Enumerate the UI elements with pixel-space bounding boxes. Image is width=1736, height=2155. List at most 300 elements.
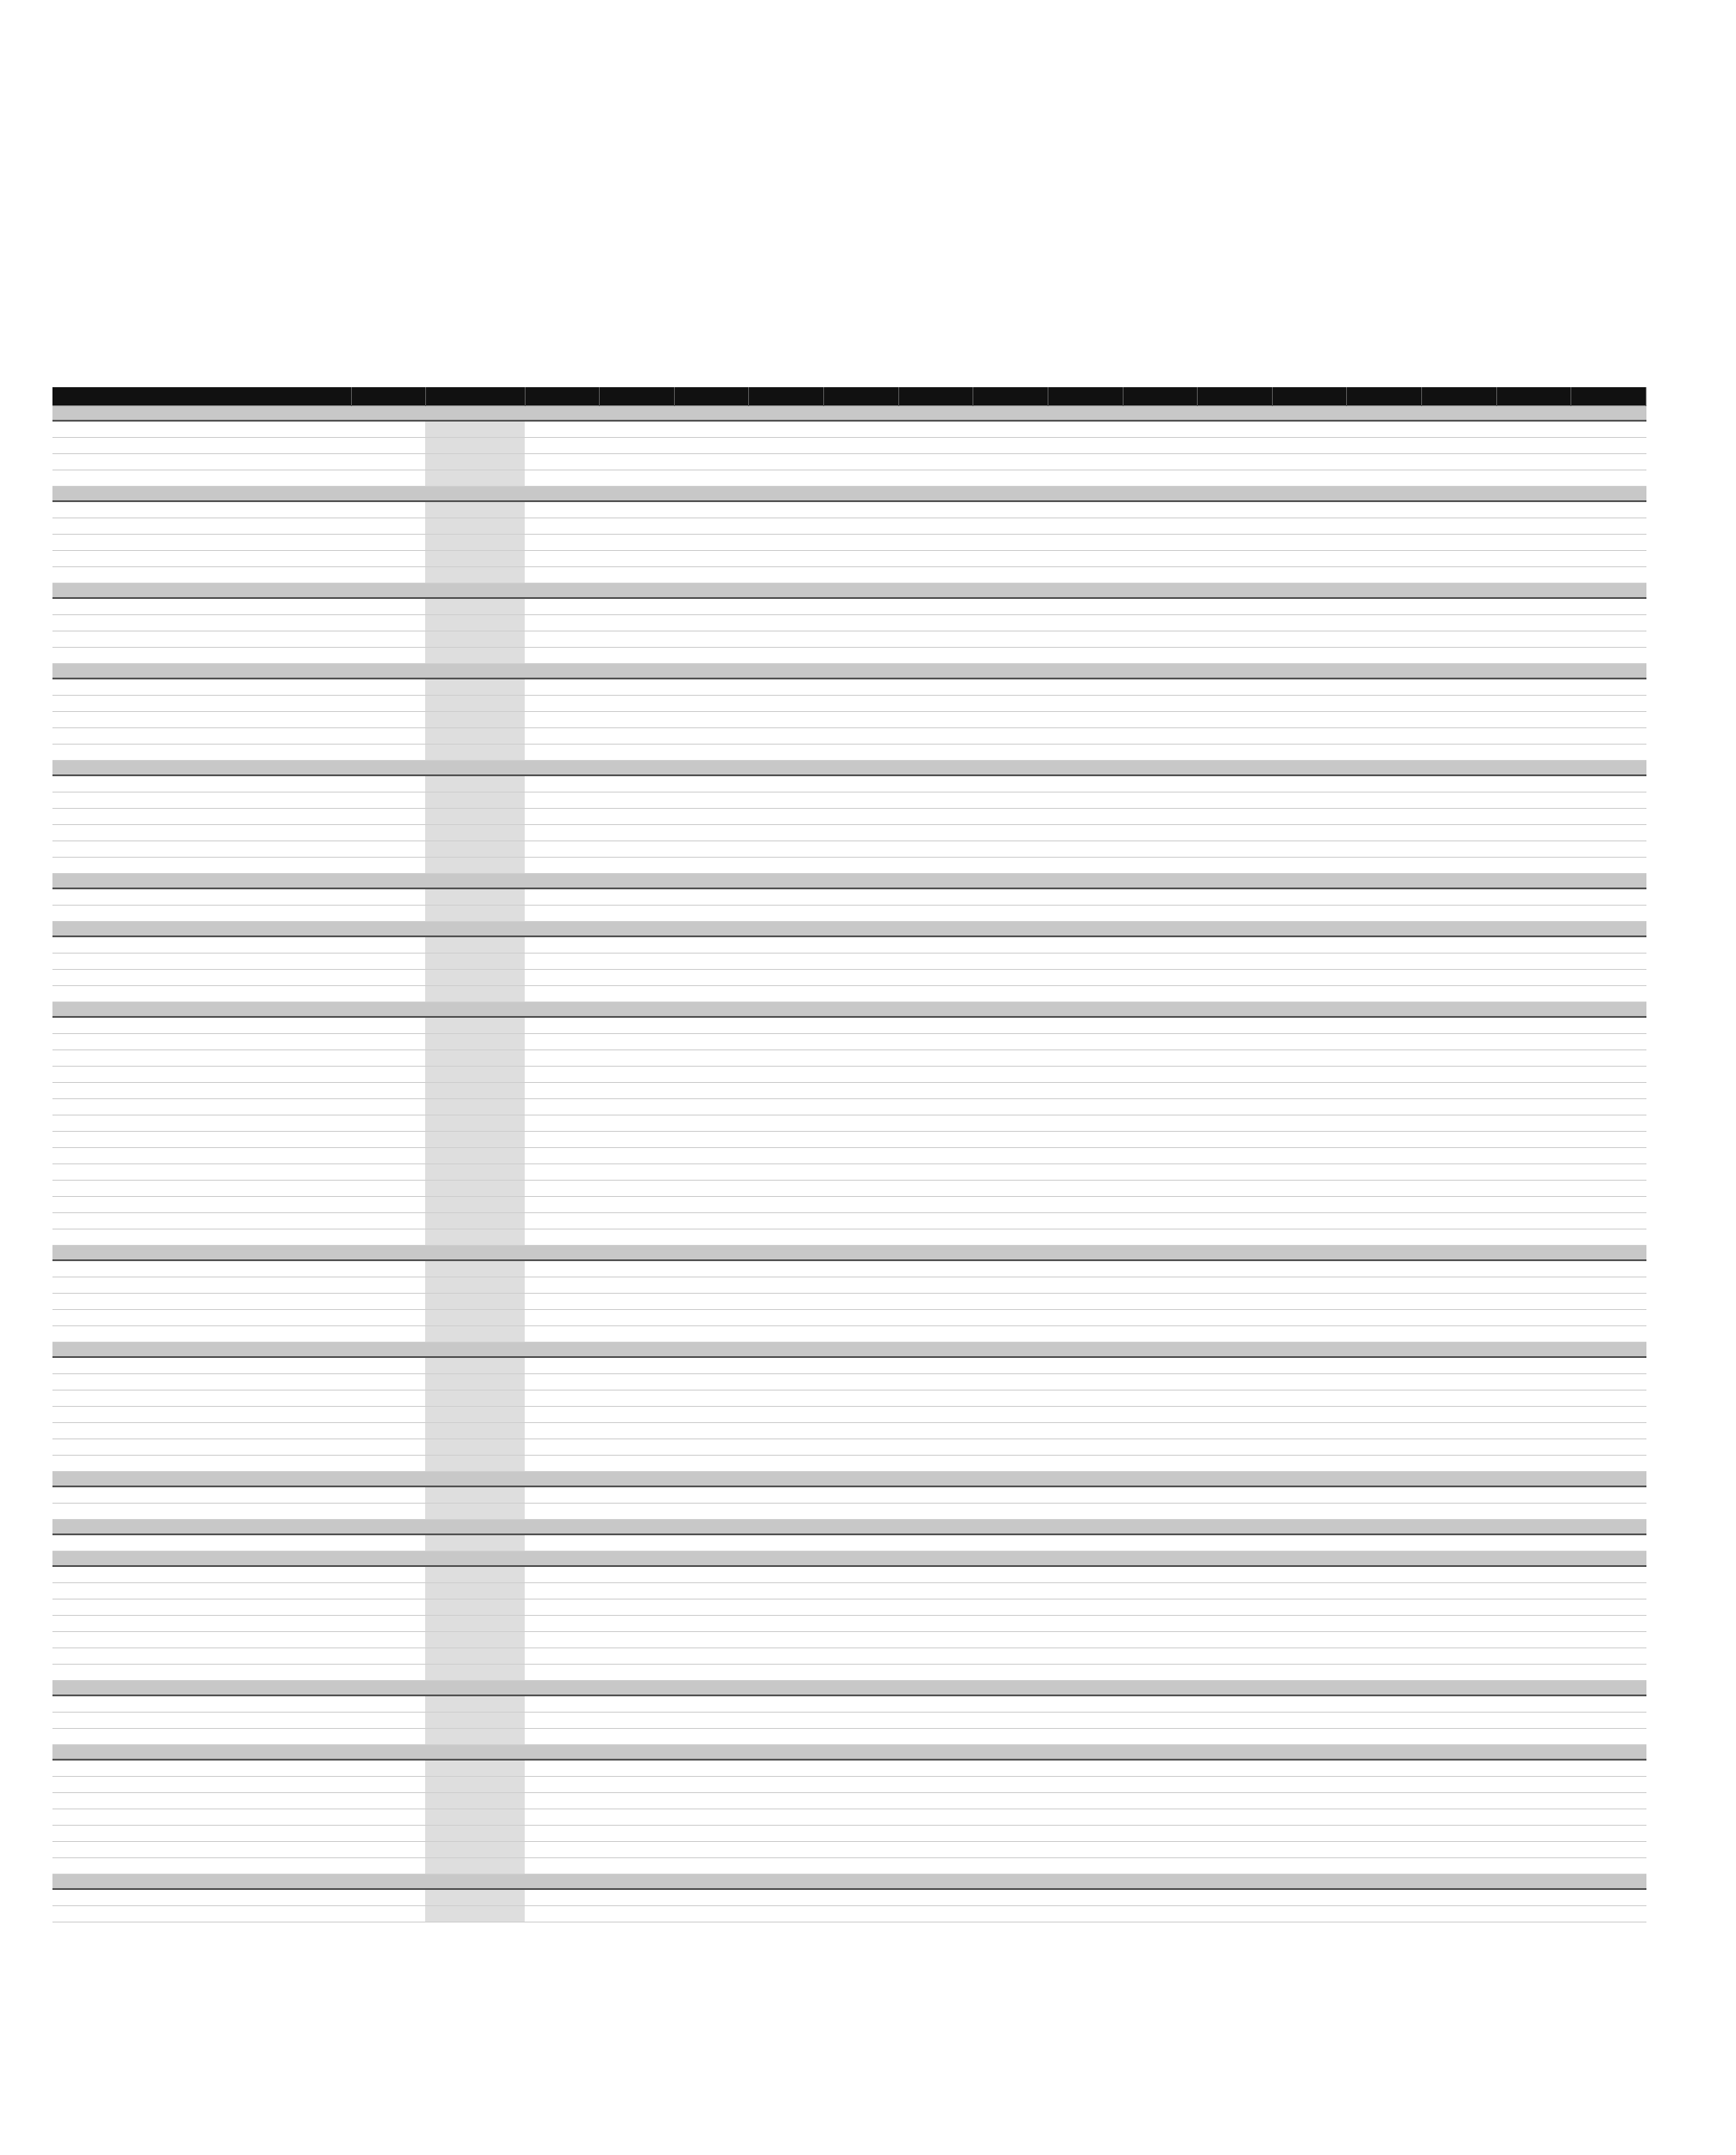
column-header[interactable] [1198,387,1273,406]
table-row[interactable] [52,518,1646,535]
table-cell [898,841,973,858]
table-row[interactable] [52,1423,1646,1439]
group-header-label [52,761,1646,776]
column-header[interactable] [425,387,525,406]
table-row[interactable] [52,1391,1646,1407]
row-name-cell [52,421,351,438]
table-row[interactable] [52,1793,1646,1809]
table-cell [973,1486,1048,1504]
table-cell [1347,1534,1422,1552]
table-cell [351,1906,425,1922]
table-cell [1571,1456,1646,1472]
table-cell [1571,1566,1646,1583]
table-row[interactable] [52,841,1646,858]
table-cell [1347,501,1422,518]
table-cell [1347,954,1422,970]
table-row[interactable] [52,936,1646,954]
table-cell [425,1213,525,1229]
table-cell [749,1648,824,1665]
table-cell [1198,1729,1273,1745]
table-cell [1496,1809,1571,1826]
table-row[interactable] [52,1132,1646,1148]
table-cell [824,1391,899,1407]
table-row[interactable] [52,1616,1646,1632]
column-header[interactable] [1496,387,1571,406]
group-header-row [52,487,1646,502]
table-cell [1048,825,1123,841]
table-row[interactable] [52,1115,1646,1132]
column-header[interactable] [973,387,1048,406]
table-cell [1496,1760,1571,1777]
table-cell [1198,728,1273,745]
table-cell [1422,936,1497,954]
row-name-cell [52,1486,351,1504]
table-cell [1347,1600,1422,1616]
table-row[interactable] [52,775,1646,793]
row-name-cell [52,1777,351,1793]
table-cell [898,1357,973,1374]
table-cell [351,1793,425,1809]
table-cell [351,1713,425,1729]
table-cell [1123,1374,1198,1391]
table-row[interactable] [52,1439,1646,1456]
table-row[interactable] [52,1017,1646,1034]
table-cell [425,1760,525,1777]
table-cell [674,1423,749,1439]
table-cell [1048,1067,1123,1083]
table-cell [525,1632,600,1648]
table-row[interactable] [52,1713,1646,1729]
column-header[interactable] [1272,387,1347,406]
table-row[interactable] [52,438,1646,454]
table-row[interactable] [52,598,1646,615]
row-name-cell [52,986,351,1002]
table-cell [1496,1423,1571,1439]
table-cell [1123,615,1198,631]
table-cell [1198,1809,1273,1826]
table-cell [1422,1632,1497,1648]
table-cell [824,1294,899,1310]
table-row[interactable] [52,1229,1646,1246]
table-row[interactable] [52,535,1646,551]
table-row[interactable] [52,1809,1646,1826]
table-cell [1198,841,1273,858]
table-row[interactable] [52,1197,1646,1213]
table-cell [674,598,749,615]
table-cell [973,1583,1048,1600]
table-row[interactable] [52,454,1646,470]
table-cell [1571,1050,1646,1067]
table-row[interactable] [52,1164,1646,1181]
column-header[interactable] [1347,387,1422,406]
table-row[interactable] [52,1600,1646,1616]
table-cell [600,970,675,986]
table-cell [351,1648,425,1665]
table-cell [973,745,1048,761]
table-row[interactable] [52,1566,1646,1583]
table-row[interactable] [52,1665,1646,1681]
table-cell [525,775,600,793]
table-cell [1422,1197,1497,1213]
table-cell [1048,1197,1123,1213]
table-cell [1123,775,1198,793]
table-cell [1198,1099,1273,1115]
table-cell [1571,1534,1646,1552]
table-row[interactable] [52,1067,1646,1083]
table-row[interactable] [52,1534,1646,1552]
table-cell [824,888,899,906]
table-cell [1198,1439,1273,1456]
row-name-cell [52,501,351,518]
table-cell [600,1083,675,1099]
table-cell [898,1034,973,1050]
row-name-cell [52,454,351,470]
table-row[interactable] [52,1034,1646,1050]
row-name-cell [52,1906,351,1922]
table-cell [1496,1050,1571,1067]
table-cell [1422,1456,1497,1472]
table-row[interactable] [52,728,1646,745]
table-cell [1272,1583,1347,1600]
table-cell [973,1310,1048,1326]
table-cell [1123,1034,1198,1050]
table-cell [1198,518,1273,535]
table-cell [1048,1277,1123,1294]
table-cell [600,775,675,793]
table-cell [749,1889,824,1906]
table-cell [749,1213,824,1229]
table-cell [600,1600,675,1616]
table-cell [1347,1017,1422,1034]
table-cell [1048,1842,1123,1858]
table-cell [1571,775,1646,793]
table-row[interactable] [52,1099,1646,1115]
column-header[interactable] [749,387,824,406]
table-row[interactable] [52,501,1646,518]
table-row[interactable] [52,1083,1646,1099]
table-row[interactable] [52,631,1646,648]
table-row[interactable] [52,1374,1646,1391]
table-cell [1496,728,1571,745]
row-name-cell [52,631,351,648]
table-cell [1272,809,1347,825]
table-cell [674,454,749,470]
table-cell [1571,454,1646,470]
table-cell [1123,1391,1198,1407]
table-cell [1496,986,1571,1002]
table-cell [1347,1648,1422,1665]
table-row[interactable] [52,1889,1646,1906]
table-cell [1048,438,1123,454]
table-row[interactable] [52,906,1646,922]
table-cell [1048,1260,1123,1277]
table-cell [973,1260,1048,1277]
table-cell [425,1695,525,1713]
column-header[interactable] [525,387,600,406]
column-header[interactable] [52,387,351,406]
table-row[interactable] [52,1486,1646,1504]
table-row[interactable] [52,615,1646,631]
column-header[interactable] [600,387,675,406]
table-cell [525,1695,600,1713]
table-cell [1347,470,1422,487]
table-cell [1198,1456,1273,1472]
table-cell [351,986,425,1002]
table-cell [674,535,749,551]
table-row[interactable] [52,1181,1646,1197]
table-cell [749,1809,824,1826]
table-row[interactable] [52,1632,1646,1648]
table-cell [1422,1229,1497,1246]
table-cell [1422,1793,1497,1809]
table-cell [1048,535,1123,551]
table-cell [749,1793,824,1809]
table-cell [1571,841,1646,858]
row-name-cell [52,1294,351,1310]
table-cell [1571,1632,1646,1648]
table-cell [1422,1665,1497,1681]
table-cell [1048,1858,1123,1875]
table-cell [973,1760,1048,1777]
table-row[interactable] [52,696,1646,712]
table-cell [1198,1148,1273,1164]
table-row[interactable] [52,470,1646,487]
table-cell [973,1374,1048,1391]
table-row[interactable] [52,1456,1646,1472]
row-name-cell [52,1326,351,1343]
table-row[interactable] [52,1906,1646,1922]
table-row[interactable] [52,1357,1646,1374]
table-cell [973,1132,1048,1148]
table-cell [1198,1600,1273,1616]
table-row[interactable] [52,421,1646,438]
table-row[interactable] [52,1294,1646,1310]
table-cell [1496,1842,1571,1858]
table-cell [351,1809,425,1826]
table-cell [351,745,425,761]
table-row[interactable] [52,888,1646,906]
table-row[interactable] [52,954,1646,970]
table-row[interactable] [52,1777,1646,1793]
table-cell [1123,535,1198,551]
table-cell [1422,1826,1497,1842]
table-cell [973,1423,1048,1439]
table-cell [1198,858,1273,874]
table-row[interactable] [52,1760,1646,1777]
table-cell [898,1906,973,1922]
row-name-cell [52,1374,351,1391]
table-cell [1123,1423,1198,1439]
table-cell [425,1083,525,1099]
table-cell [973,986,1048,1002]
table-cell [1496,1197,1571,1213]
table-cell [525,1294,600,1310]
table-cell [1496,888,1571,906]
table-cell [1272,454,1347,470]
table-cell [674,615,749,631]
table-cell [1048,1534,1123,1552]
table-row[interactable] [52,745,1646,761]
table-cell [351,1760,425,1777]
table-cell [1048,793,1123,809]
table-cell [1272,1310,1347,1326]
table-cell [1571,1504,1646,1520]
table-cell [1123,1777,1198,1793]
table-row[interactable] [52,1407,1646,1423]
table-row[interactable] [52,1826,1646,1842]
table-cell [1198,1034,1273,1050]
table-cell [898,1632,973,1648]
table-cell [973,825,1048,841]
table-cell [1496,518,1571,535]
table-row[interactable] [52,1310,1646,1326]
group-header-row [52,406,1646,422]
table-cell [1272,954,1347,970]
table-cell [1048,841,1123,858]
table-cell [1198,970,1273,986]
table-cell [674,936,749,954]
table-row[interactable] [52,793,1646,809]
table-cell [674,1534,749,1552]
table-cell [1123,1842,1198,1858]
table-cell [1048,1809,1123,1826]
table-cell [1123,1809,1198,1826]
column-header[interactable] [898,387,973,406]
table-cell [1422,535,1497,551]
table-cell [749,1858,824,1875]
table-row[interactable] [52,1326,1646,1343]
table-cell [1571,421,1646,438]
table-row[interactable] [52,1213,1646,1229]
table-cell [1422,888,1497,906]
table-row[interactable] [52,1504,1646,1520]
column-header[interactable] [1422,387,1497,406]
table-row[interactable] [52,970,1646,986]
table-cell [1422,1729,1497,1745]
table-cell [351,1826,425,1842]
table-cell [674,1050,749,1067]
table-cell [1571,1809,1646,1826]
column-header[interactable] [351,387,425,406]
table-row[interactable] [52,1858,1646,1875]
column-header[interactable] [1048,387,1123,406]
table-cell [1422,1906,1497,1922]
table-row[interactable] [52,1648,1646,1665]
row-name-cell [52,1889,351,1906]
table-cell [1496,954,1571,970]
table-cell [1496,501,1571,518]
table-row[interactable] [52,1050,1646,1067]
table-cell [674,1889,749,1906]
table-cell [425,1729,525,1745]
table-row[interactable] [52,986,1646,1002]
column-header[interactable] [1571,387,1646,406]
table-cell [749,615,824,631]
table-cell [973,1695,1048,1713]
table-row[interactable] [52,1148,1646,1164]
table-cell [674,1456,749,1472]
table-cell [1198,1132,1273,1148]
table-row[interactable] [52,809,1646,825]
table-cell [525,1583,600,1600]
table-cell [425,825,525,841]
table-cell [1048,1181,1123,1197]
table-cell [674,1583,749,1600]
table-row[interactable] [52,1695,1646,1713]
table-cell [749,631,824,648]
table-cell [1422,1858,1497,1875]
table-cell [1272,1099,1347,1115]
table-cell [1571,1777,1646,1793]
row-name-cell [52,1600,351,1616]
column-header[interactable] [824,387,899,406]
table-cell [600,1809,675,1826]
table-cell [674,518,749,535]
table-cell [425,1632,525,1648]
table-cell [1198,825,1273,841]
table-row[interactable] [52,858,1646,874]
table-cell [1571,1616,1646,1632]
table-cell [1571,1277,1646,1294]
table-row[interactable] [52,551,1646,567]
table-row[interactable] [52,1277,1646,1294]
table-cell [1198,1826,1273,1842]
table-cell [824,470,899,487]
table-cell [1123,454,1198,470]
table-cell [525,1083,600,1099]
table-cell [824,1277,899,1294]
table-cell [1198,745,1273,761]
table-row[interactable] [52,1729,1646,1745]
table-cell [1496,1310,1571,1326]
table-cell [600,1616,675,1632]
table-cell [898,631,973,648]
table-row[interactable] [52,648,1646,664]
table-cell [351,1357,425,1374]
table-cell [1198,775,1273,793]
table-cell [1272,421,1347,438]
table-row[interactable] [52,1842,1646,1858]
table-cell [1198,1777,1273,1793]
column-header[interactable] [674,387,749,406]
table-cell [525,986,600,1002]
table-row[interactable] [52,1260,1646,1277]
table-cell [1422,1017,1497,1034]
table-cell [749,1326,824,1343]
table-row[interactable] [52,567,1646,584]
table-cell [898,858,973,874]
table-cell [425,1793,525,1809]
table-row[interactable] [52,712,1646,728]
table-cell [749,1456,824,1472]
table-cell [425,1391,525,1407]
table-cell [973,470,1048,487]
table-cell [898,679,973,696]
table-row[interactable] [52,825,1646,841]
column-header[interactable] [1123,387,1198,406]
table-cell [425,1826,525,1842]
table-cell [898,1713,973,1729]
table-cell [1571,1067,1646,1083]
table-cell [898,1583,973,1600]
table-cell [1198,1486,1273,1504]
table-cell [1272,1083,1347,1099]
table-row[interactable] [52,679,1646,696]
table-cell [1496,1294,1571,1310]
table-cell [425,1067,525,1083]
table-cell [1571,858,1646,874]
table-row[interactable] [52,1583,1646,1600]
